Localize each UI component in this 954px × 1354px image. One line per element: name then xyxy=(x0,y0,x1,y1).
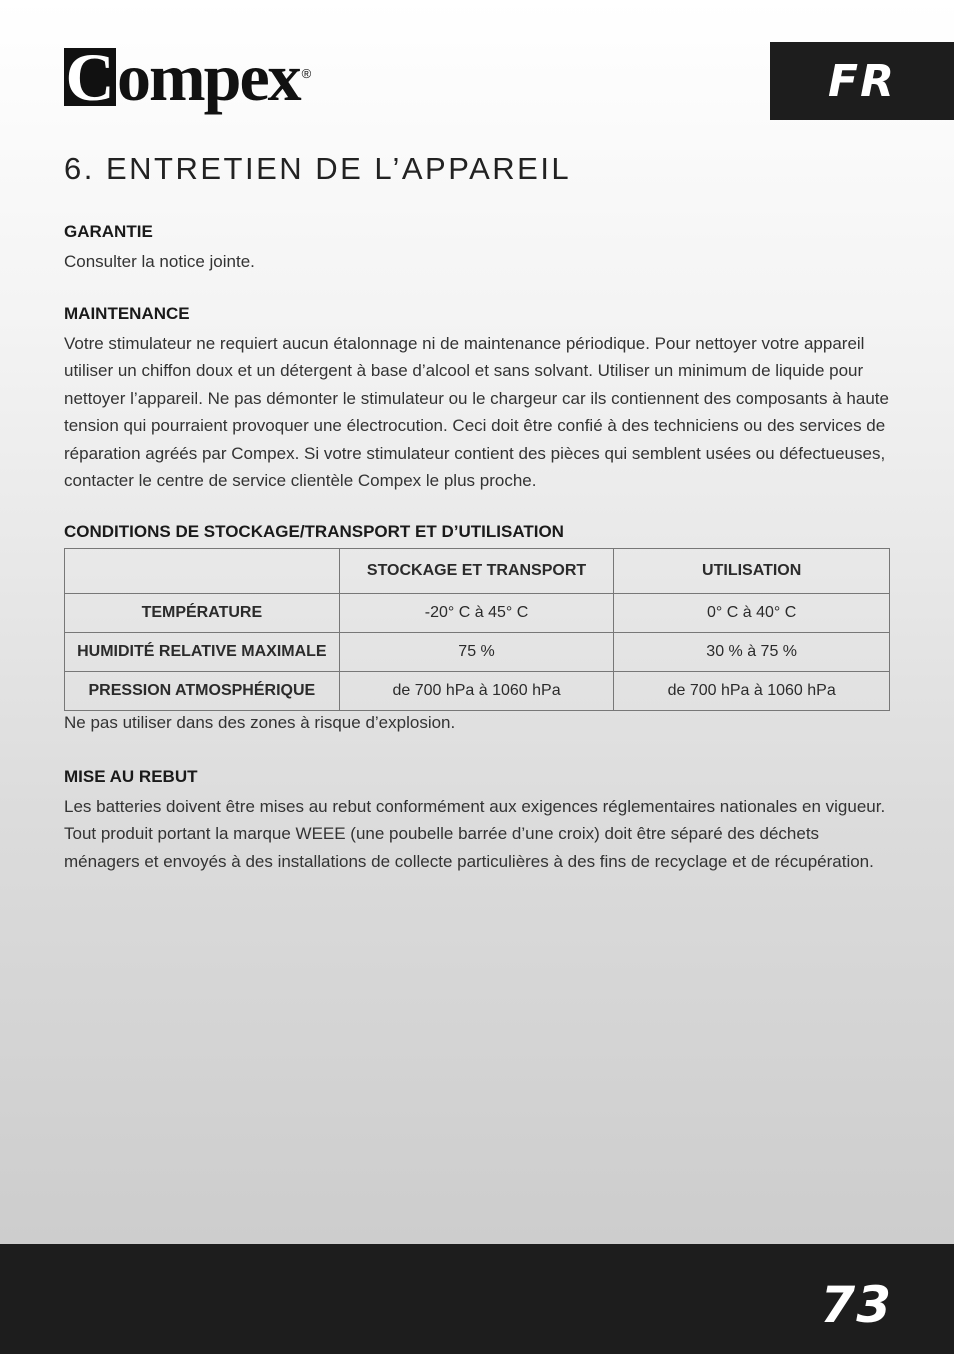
table-row-label: HUMIDITÉ RELATIVE MAXIMALE xyxy=(65,633,340,672)
logo-wordmark: ompex xyxy=(117,39,300,115)
logo-c-block: C xyxy=(65,48,115,106)
table-cell: de 700 hPa à 1060 hPa xyxy=(614,672,890,711)
footer-bar xyxy=(0,1244,954,1354)
maintenance-text: Votre stimulateur ne requiert aucun étalonnage ni de maintenance périodique. Pour nettoyer votre appareil utiliser un chiffon doux et un détergent à base d’alcool et sans solvant. Utiliser un minimum de liquide pour nettoyer l’appareil. Ne pas démonter le stimulateur ou le chargeur car ils contiennent des composants à haute tension qui pourraient provoquer une électrocution. Ceci doit être confié à des techniciens ou des services de réparation agréés par Compex. Si votre stimulateur contient des pièces qui semblent usées ou défectueuses, contacter le centre de service clientèle Compex le plus proche. xyxy=(64,334,889,491)
compex-logo xyxy=(64,39,312,118)
table-header-cell: STOCKAGE ET TRANSPORT xyxy=(339,549,614,594)
maintenance-heading: MAINTENANCE xyxy=(64,304,190,323)
language-badge: FR xyxy=(770,42,954,120)
explosion-warning: Ne pas utiliser dans des zones à risque d’explosion. xyxy=(64,713,456,732)
table-cell: -20° C à 45° C xyxy=(339,594,614,633)
table-row xyxy=(65,672,890,711)
section-mise-au-rebut xyxy=(64,766,890,875)
garantie-text: Consulter la notice jointe. xyxy=(64,252,255,271)
table-row xyxy=(65,633,890,672)
table-header-row xyxy=(65,549,890,594)
rebut-heading: MISE AU REBUT xyxy=(64,767,198,786)
storage-conditions-table xyxy=(64,548,890,711)
section-maintenance xyxy=(64,303,890,494)
section-conditions xyxy=(64,521,890,543)
rebut-text: Les batteries doivent être mises au rebut conformément aux exigences réglementaires nationales en vigueur. Tout produit portant la marque WEEE (une poubelle barrée d’une croix) doit être séparé des déchets ménagers et envoyés à des installations de collecte particulières à des fins de recyclage et de récupération. xyxy=(64,797,886,871)
table-cell: 0° C à 40° C xyxy=(614,594,890,633)
table-row-label: TEMPÉRATURE xyxy=(65,594,340,633)
page-title: 6. ENTRETIEN DE L’APPAREIL xyxy=(64,151,572,186)
registered-mark: ® xyxy=(301,66,312,81)
table-cell: 30 % à 75 % xyxy=(614,633,890,672)
table-header-cell: UTILISATION xyxy=(614,549,890,594)
table-cell: de 700 hPa à 1060 hPa xyxy=(339,672,614,711)
garantie-heading: GARANTIE xyxy=(64,222,153,241)
table-cell: 75 % xyxy=(339,633,614,672)
page-number: 73 xyxy=(820,1276,892,1334)
table-header-cell xyxy=(65,549,340,594)
table-row-label: PRESSION ATMOSPHÉRIQUE xyxy=(65,672,340,711)
table-row xyxy=(65,594,890,633)
section-garantie xyxy=(64,221,890,275)
conditions-heading: CONDITIONS DE STOCKAGE/TRANSPORT ET D’UTILISATION xyxy=(64,522,564,541)
